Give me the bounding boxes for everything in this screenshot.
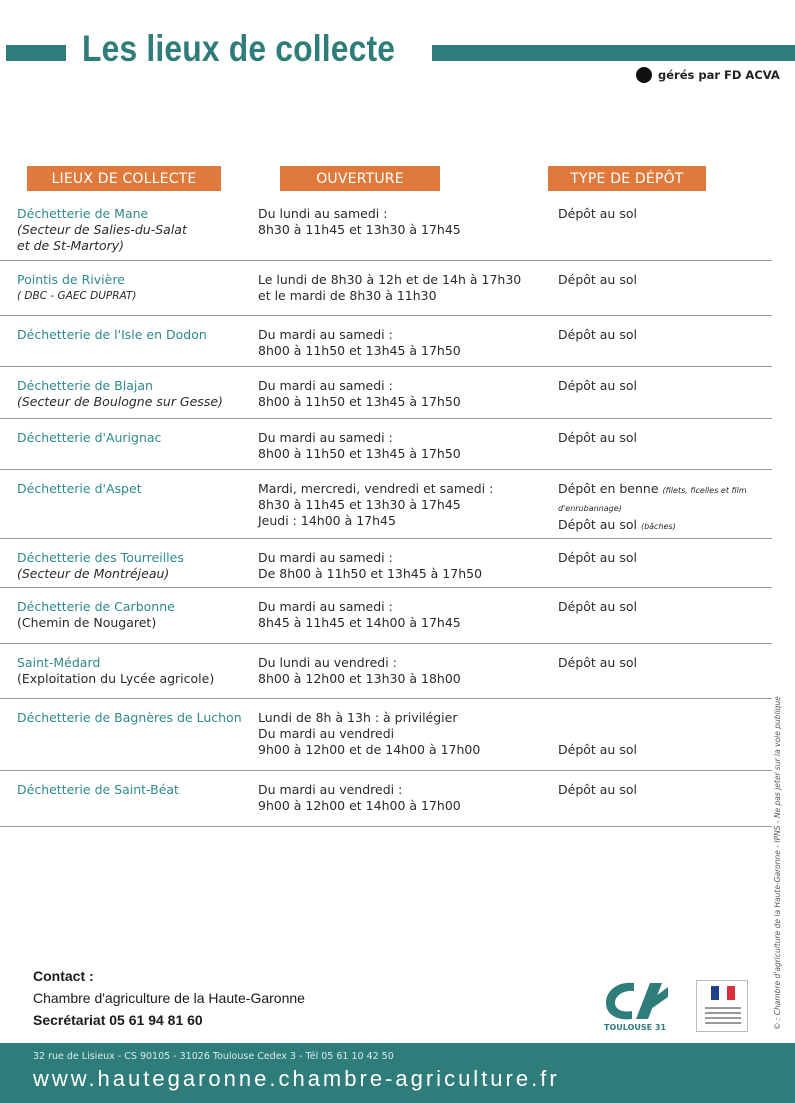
- deposit-type-cell: [558, 481, 768, 535]
- deposit-type: Dépôt au sol: [558, 655, 637, 670]
- french-flag-icon: [711, 986, 735, 1000]
- opening-hours-line: et le mardi de 8h30 à 11h30: [258, 288, 437, 303]
- table-row: [0, 470, 772, 539]
- deposit-type-note: (filets, ficelles et film: [662, 486, 747, 495]
- deposit-type-note: (bâches): [640, 522, 676, 531]
- opening-hours-line: Du mardi au samedi :: [258, 327, 393, 342]
- table-row: [0, 771, 772, 827]
- location-detail: (Chemin de Nougaret): [17, 615, 157, 630]
- location-cell: [17, 550, 252, 582]
- opening-hours-cell: [258, 599, 553, 631]
- deposit-type: Dépôt en benne: [558, 481, 659, 496]
- opening-hours-line: Du mardi au vendredi: [258, 726, 395, 741]
- location-name: Déchetterie d'Aspet: [17, 481, 142, 496]
- deposit-type: Dépôt au sol: [558, 378, 637, 393]
- location-cell: [17, 272, 252, 304]
- managed-note: [636, 67, 780, 83]
- deposit-type: [558, 726, 768, 742]
- location-detail: (Secteur de Boulogne sur Gesse): [17, 394, 223, 409]
- opening-hours-cell: [258, 327, 553, 359]
- opening-hours-line: 8h00 à 11h50 et 13h45 à 17h50: [258, 343, 461, 358]
- deposit-type: Dépôt au sol: [558, 272, 637, 287]
- column-header-locations: LIEUX DE COLLECTE: [27, 166, 221, 191]
- location-detail: (Secteur de Montréjeau): [17, 566, 170, 581]
- credit-agricole-logo-text: TOULOUSE 31: [604, 1023, 667, 1032]
- column-header-opening: OUVERTURE: [280, 166, 440, 191]
- opening-hours-line: Du lundi au vendredi :: [258, 655, 397, 670]
- opening-hours-line: 8h00 à 11h50 et 13h45 à 17h50: [258, 394, 461, 409]
- opening-hours-line: Mardi, mercredi, vendredi et samedi :: [258, 481, 494, 496]
- opening-hours-line: 9h00 à 12h00 et de 14h00 à 17h00: [258, 742, 481, 757]
- location-cell: [17, 327, 252, 343]
- location-detail: (Exploitation du Lycée agricole): [17, 671, 215, 686]
- table-row: [0, 367, 772, 419]
- deposit-type: Dépôt au sol: [558, 327, 637, 342]
- location-name: Déchetterie de Carbonne: [17, 599, 175, 614]
- table-row: [0, 198, 772, 261]
- table-row: [0, 699, 772, 771]
- location-detail: (Secteur de Salies-du-Salat: [17, 222, 187, 237]
- opening-hours-cell: [258, 481, 553, 529]
- table-row: [0, 588, 772, 644]
- table-row: [0, 539, 772, 588]
- footer-url-link[interactable]: www.hautegaronne.chambre-agriculture.fr: [33, 1066, 560, 1091]
- table-row: [0, 316, 772, 367]
- table-row: [0, 419, 772, 470]
- ministry-logo-icon: [696, 980, 748, 1032]
- opening-hours-cell: [258, 710, 553, 758]
- deposit-type-cell: [558, 206, 768, 222]
- deposit-type-cell: [558, 655, 768, 671]
- location-cell: [17, 599, 252, 631]
- location-name: Déchetterie d'Aurignac: [17, 430, 162, 445]
- opening-hours-line: Du mardi au samedi :: [258, 550, 393, 565]
- location-name: Déchetterie de Saint-Béat: [17, 782, 179, 797]
- location-name: Pointis de Rivière: [17, 272, 125, 287]
- location-cell: [17, 655, 252, 687]
- location-name: Déchetterie des Tourreilles: [17, 550, 184, 565]
- deposit-type-cell: [558, 327, 768, 343]
- deposit-type-cell: [558, 430, 768, 446]
- managed-note-text: gérés par FD ACVA: [658, 68, 780, 82]
- opening-hours-line: 8h00 à 11h50 et 13h45 à 17h50: [258, 446, 461, 461]
- column-header-deposit-type: TYPE DE DÉPÔT: [548, 166, 706, 191]
- side-credit: © : Chambre d'agriculture de la Haute-Garonne - IPNS - Ne pas jeter sur la voie publique: [773, 696, 782, 1030]
- deposit-type: Dépôt au sol: [558, 430, 637, 445]
- title-bar-right: [432, 45, 795, 61]
- location-cell: [17, 206, 252, 254]
- opening-hours-cell: [258, 206, 553, 238]
- location-detail: ( DBC - GAEC DUPRAT): [17, 290, 137, 302]
- deposit-type: Dépôt au sol: [558, 782, 637, 797]
- opening-hours-line: Jeudi : 14h00 à 17h45: [258, 513, 396, 528]
- title-bar-left: [6, 45, 66, 61]
- bullet-dot-icon: [636, 67, 652, 83]
- location-cell: [17, 378, 252, 410]
- opening-hours-line: 8h30 à 11h45 et 13h30 à 17h45: [258, 222, 461, 237]
- deposit-type-cell: [558, 599, 768, 615]
- opening-hours-cell: [258, 655, 553, 687]
- footer-address: 32 rue de Lisieux - CS 90105 - 31026 Toulouse Cedex 3 - Tél 05 61 10 42 50: [33, 1051, 394, 1062]
- deposit-type-line: [558, 499, 768, 517]
- contact-block: [33, 965, 305, 1031]
- opening-hours-line: 8h00 à 12h00 et 13h30 à 18h00: [258, 671, 461, 686]
- location-cell: [17, 710, 252, 726]
- location-detail: et de St-Martory): [17, 238, 125, 253]
- opening-hours-cell: [258, 550, 553, 582]
- deposit-type-cell: [558, 710, 768, 758]
- location-cell: [17, 782, 252, 798]
- opening-hours-line: 9h00 à 12h00 et 14h00 à 17h00: [258, 798, 461, 813]
- deposit-type: Dépôt au sol: [558, 599, 637, 614]
- opening-hours-line: 8h45 à 11h45 et 14h00 à 17h45: [258, 615, 461, 630]
- opening-hours-line: 8h30 à 11h45 et 13h30 à 17h45: [258, 497, 461, 512]
- deposit-type-line: [558, 517, 768, 535]
- collection-table: [0, 198, 795, 827]
- deposit-type: Dépôt au sol: [558, 517, 637, 532]
- contact-phone: Secrétariat 05 61 94 81 60: [33, 1012, 203, 1028]
- opening-hours-line: Du mardi au samedi :: [258, 430, 393, 445]
- location-name: Déchetterie de l'Isle en Dodon: [17, 327, 207, 342]
- deposit-type: Dépôt au sol: [558, 742, 637, 757]
- location-cell: [17, 481, 252, 497]
- location-name: Déchetterie de Mane: [17, 206, 149, 221]
- opening-hours-line: Du lundi au samedi :: [258, 206, 388, 221]
- opening-hours-line: Du mardi au samedi :: [258, 378, 393, 393]
- table-row: [0, 644, 772, 699]
- deposit-type-cell: [558, 782, 768, 798]
- opening-hours-cell: [258, 272, 553, 304]
- table-row: [0, 261, 772, 316]
- location-name: Déchetterie de Bagnères de Luchon: [17, 710, 242, 725]
- opening-hours-line: Le lundi de 8h30 à 12h et de 14h à 17h30: [258, 272, 522, 287]
- page-title: Les lieux de collecte: [82, 28, 396, 69]
- opening-hours-cell: [258, 782, 553, 814]
- contact-label: Contact :: [33, 968, 94, 984]
- opening-hours-line: Du mardi au samedi :: [258, 599, 393, 614]
- deposit-type-cell: [558, 272, 768, 288]
- deposit-type: [558, 710, 768, 726]
- location-cell: [17, 430, 252, 446]
- opening-hours-cell: [258, 430, 553, 462]
- opening-hours-line: Du mardi au vendredi :: [258, 782, 403, 797]
- deposit-type-cell: [558, 378, 768, 394]
- location-name: Déchetterie de Blajan: [17, 378, 153, 393]
- location-name: Saint-Médard: [17, 655, 101, 670]
- deposit-type-cell: [558, 550, 768, 566]
- deposit-type: Dépôt au sol: [558, 550, 637, 565]
- opening-hours-line: De 8h00 à 11h50 et 13h45 à 17h50: [258, 566, 483, 581]
- opening-hours-cell: [258, 378, 553, 410]
- opening-hours-line: Lundi de 8h à 13h : à privilégier: [258, 710, 458, 725]
- deposit-type: Dépôt au sol: [558, 206, 637, 221]
- contact-org: Chambre d'agriculture de la Haute-Garonne: [33, 990, 305, 1006]
- deposit-type-line: [558, 481, 768, 499]
- deposit-type-note: d'enrubannage): [558, 504, 622, 513]
